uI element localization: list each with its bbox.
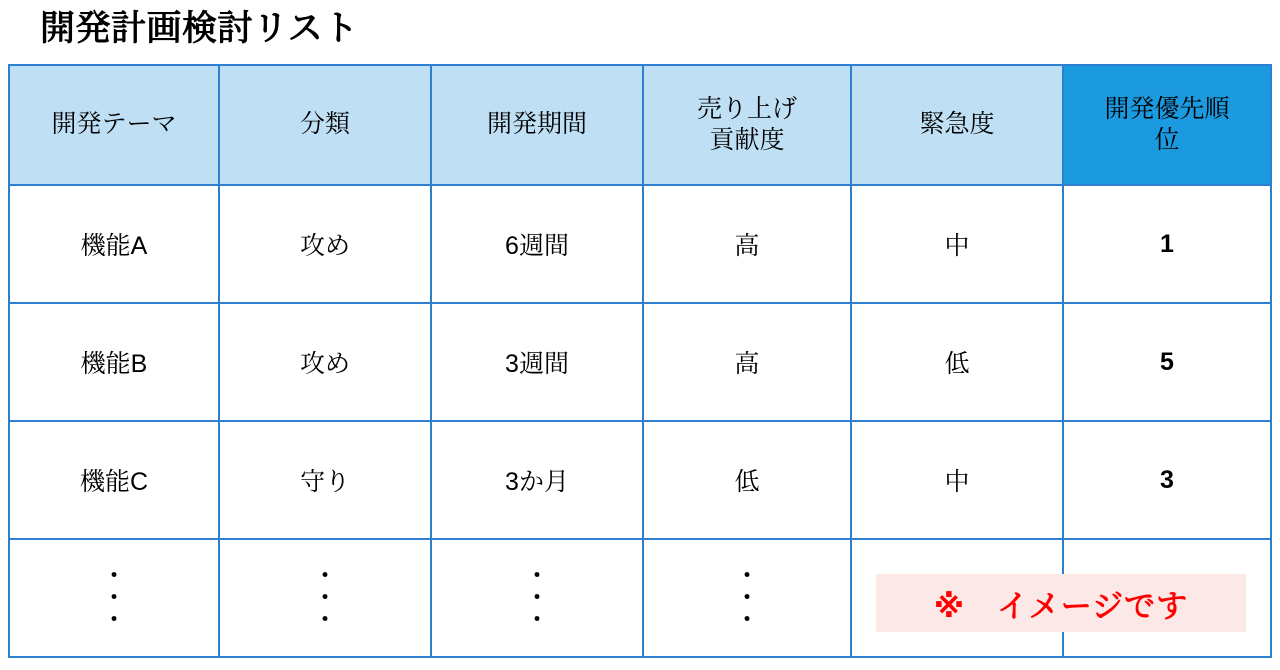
cell-theme: 機能C [9, 421, 219, 539]
table-row [9, 303, 1271, 421]
cell-urgency: 中 [851, 185, 1063, 303]
table-header [9, 65, 1271, 185]
column-header-category: 分類 [219, 65, 431, 185]
column-header-sales-contribution [643, 65, 851, 185]
column-header-priority [1063, 65, 1271, 185]
table-row [9, 185, 1271, 303]
cell-urgency: 低 [851, 303, 1063, 421]
ellipsis-dot: ・ [525, 585, 548, 610]
cell-period: 3週間 [431, 303, 643, 421]
column-header-theme: 開発テーマ [9, 65, 219, 185]
column-header-sales-contribution-line2: 貢献度 [709, 126, 785, 154]
ellipsis-dot: ・ [525, 563, 548, 588]
cell-priority: 1 [1063, 185, 1271, 303]
development-plan-table [8, 64, 1272, 658]
table-row [9, 421, 1271, 539]
vertical-ellipsis-icon [10, 565, 218, 631]
cell-category: 攻め [219, 303, 431, 421]
column-header-urgency: 緊急度 [851, 65, 1063, 185]
cell-category: 攻め [219, 185, 431, 303]
cell-continuation-period [431, 539, 643, 657]
vertical-ellipsis-icon [644, 565, 850, 631]
ellipsis-dot: ・ [313, 607, 336, 632]
cell-continuation-category [219, 539, 431, 657]
cell-urgency: 中 [851, 421, 1063, 539]
cell-category: 守り [219, 421, 431, 539]
cell-period: 3か月 [431, 421, 643, 539]
table-header-row [9, 65, 1271, 185]
ellipsis-dot: ・ [102, 607, 125, 632]
cell-sales-contribution: 高 [643, 303, 851, 421]
column-header-period: 開発期間 [431, 65, 643, 185]
page-title: 開発計画検討リスト [40, 9, 359, 48]
ellipsis-dot: ・ [313, 563, 336, 588]
cell-continuation-sales-contribution [643, 539, 851, 657]
ellipsis-dot: ・ [735, 585, 758, 610]
ellipsis-dot: ・ [525, 607, 548, 632]
cell-priority: 5 [1063, 303, 1271, 421]
ellipsis-dot: ・ [102, 563, 125, 588]
ellipsis-dot: ・ [102, 585, 125, 610]
cell-continuation-theme [9, 539, 219, 657]
column-header-priority-line1: 開発優先順 [1104, 94, 1230, 123]
vertical-ellipsis-icon [432, 565, 642, 631]
image-disclaimer-note: ※ イメージです [876, 574, 1246, 632]
ellipsis-dot: ・ [735, 607, 758, 632]
column-header-sales-contribution-line1: 売り上げ [696, 94, 797, 123]
cell-theme: 機能B [9, 303, 219, 421]
cell-priority: 3 [1063, 421, 1271, 539]
cell-sales-contribution: 高 [643, 185, 851, 303]
ellipsis-dot: ・ [313, 585, 336, 610]
cell-theme: 機能A [9, 185, 219, 303]
vertical-ellipsis-icon [220, 565, 430, 631]
ellipsis-dot: ・ [735, 563, 758, 588]
cell-period: 6週間 [431, 185, 643, 303]
cell-sales-contribution: 低 [643, 421, 851, 539]
column-header-priority-line2: 位 [1154, 126, 1180, 154]
